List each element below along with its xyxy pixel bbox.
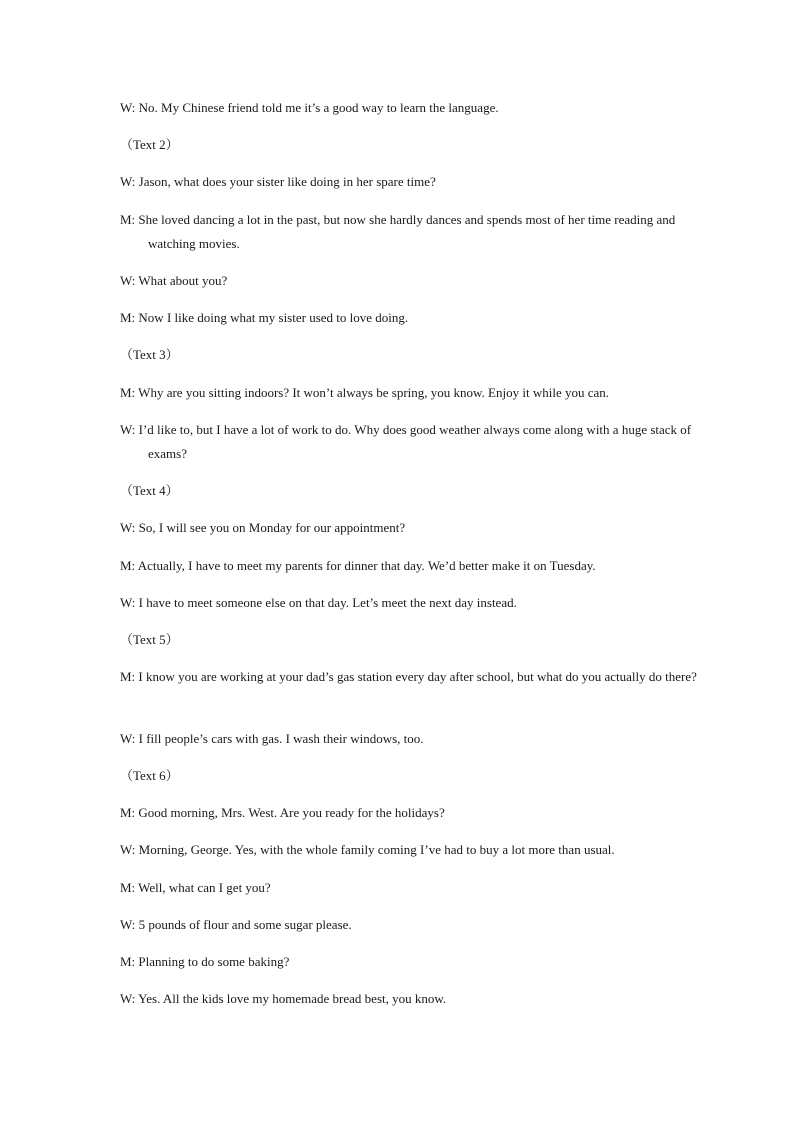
section-label-text-6: （Text 6） [120,768,179,783]
dialogue-line: W: What about you? [120,273,228,288]
dialogue-line: M: Actually, I have to meet my parents for dinner that day. We’d better make it on Tuesday. [120,558,596,573]
section-label-text-2: （Text 2） [120,137,179,152]
section-label-text-3: （Text 3） [120,347,179,362]
dialogue-line: M: Well, what can I get you? [120,880,271,895]
dialogue-line: M: Why are you sitting indoors? It won’t always be spring, you know. Enjoy it while you can. [120,385,609,400]
dialogue-line: M: Now I like doing what my sister used to love doing. [120,310,409,325]
section-label-text-4: （Text 4） [120,483,179,498]
dialogue-line: W: I’d like to, but I have a lot of work to do. Why does good weather always come along with a huge stack of exams? [120,422,692,461]
section-label-text-5: （Text 5） [120,632,179,647]
dialogue-line: W: No. My Chinese friend told me it’s a good way to learn the language. [120,100,499,115]
dialogue-line: W: Morning, George. Yes, with the whole family coming I’ve had to buy a lot more than usual. [120,842,615,857]
dialogue-line: M: I know you are working at your dad’s gas station every day after school, but what do you actually do there? [120,669,697,684]
dialogue-line: W: Jason, what does your sister like doing in her spare time? [120,174,436,189]
dialogue-line: W: I fill people’s cars with gas. I wash their windows, too. [120,731,424,746]
dialogue-line: W: Yes. All the kids love my homemade bread best, you know. [120,991,447,1006]
dialogue-line: W: I have to meet someone else on that day. Let’s meet the next day instead. [120,595,517,610]
dialogue-line: M: She loved dancing a lot in the past, but now she hardly dances and spends most of her time reading and watching movies. [120,212,676,251]
dialogue-line: W: So, I will see you on Monday for our appointment? [120,520,406,535]
dialogue-line: M: Planning to do some baking? [120,954,290,969]
dialogue-line: W: 5 pounds of flour and some sugar please. [120,917,352,932]
dialogue-line: M: Good morning, Mrs. West. Are you ready for the holidays? [120,805,445,820]
